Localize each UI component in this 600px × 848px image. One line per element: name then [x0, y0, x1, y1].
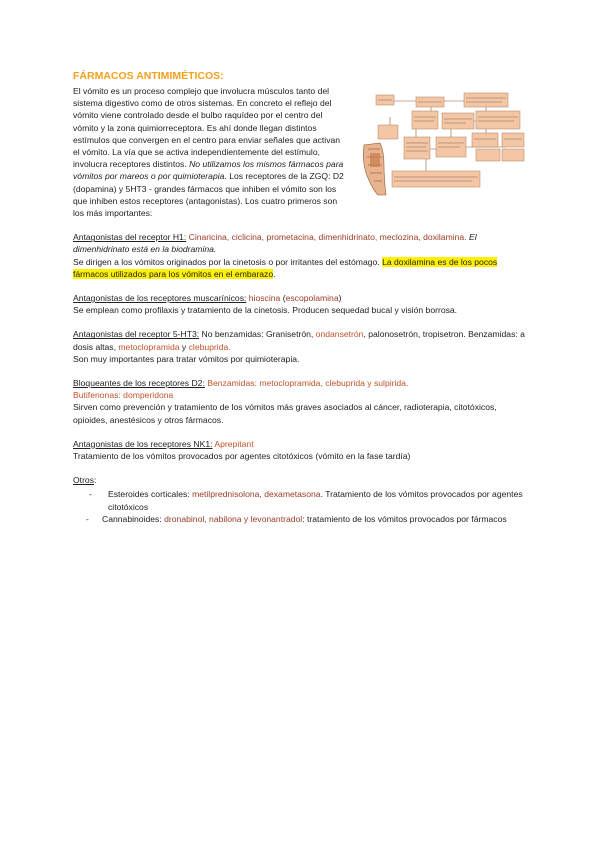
section-otros-heading — [73, 474, 528, 486]
list-dash: - — [86, 513, 89, 524]
section-otros-title: Otros — [73, 475, 95, 486]
document-page — [73, 70, 528, 525]
section-muscarinic-paren-close: ) — [338, 293, 342, 304]
section-h1-body-end: . — [273, 268, 276, 279]
section-h1-highlight: La doxilamina es de los pocos fármacos utilizados para los vómitos en el embarazo — [73, 256, 498, 279]
section-muscarinic-drug2: escopolamina — [285, 293, 339, 304]
section-muscarinic-paren-open: ( — [280, 293, 286, 304]
section-5ht3-text-a: No benzamidas: Granisetrón, — [199, 329, 316, 340]
list-item-label: Cannabinoides: — [102, 513, 165, 524]
section-nk1 — [73, 438, 528, 462]
section-h1-body — [73, 256, 528, 280]
section-muscarinic-heading — [73, 292, 528, 304]
section-5ht3-body: Son muy importantes para tratar vómitos por quimioterapia. — [73, 353, 300, 364]
section-d2-body: Sirven como prevención y tratamiento de los vómitos más graves asociados al cáncer, radioterapia, citotóxicos, opioides, anestésicos y otros fármacos. — [73, 402, 497, 425]
section-5ht3-drug-c: clebuprida. — [188, 341, 231, 352]
list-dash: - — [89, 489, 92, 500]
section-muscarinic-body: Se emplean como profilaxis y tratamiento de la cinetosis. Producen sequedad bucal y visión borrosa. — [73, 305, 458, 316]
intro-text-italic: No utilizamos los mismos fármacos para vómitos por mareos o por quimioterapia — [73, 159, 344, 182]
intro-text-c: . Los receptores de la ZGQ: D2 (dopamina) y 5HT3 - grandes fármacos que inhiben el vómito son los que inhiben estos receptores (antagonistas). Los cuatro primeros son los más importantes: — [73, 171, 344, 219]
section-5ht3-title: Antagonistas del receptor 5-HT3: — [73, 329, 200, 340]
section-h1-body-text: Se dirigen a los vómitos originados por la cinetosis o por irritantes del estómago. — [73, 256, 383, 267]
list-item-rest: . Tratamiento de los vómitos provocados por agentes citotóxicos — [108, 489, 523, 512]
vomiting-pathway-diagram-icon — [356, 89, 528, 197]
section-d2 — [73, 377, 528, 426]
list-item-drugs: dronabinol, nabilona y levonantradol — [164, 513, 303, 524]
section-d2-heading — [73, 377, 528, 389]
intro-section — [73, 85, 528, 219]
section-h1-drugs: Cinaricina, ciclicina, prometacina, dimenhidrinato, meclozina, doxilamina. — [186, 232, 467, 243]
section-muscarinic-title: Antagonistas de los receptores muscarínicos: — [73, 293, 247, 304]
section-5ht3-drug-a: ondansetrón — [315, 329, 364, 340]
intro-text-a: El vómito es un proceso complejo que involucra músculos tanto del sistema digestivo como de otros sistemas. En concreto el reflejo del vómito viene controlado desde el bulbo raquídeo por el centro del vómito y la zona quimiorreceptora. Es ahí donde llegan distintos estímulos que convergen en el centro para enviar señales que activan el vómito. La vía que se activa independientemente del estímulo, involucra receptores distintos. — [73, 86, 341, 170]
list-item-label: Esteroides corticales: — [108, 489, 193, 500]
section-5ht3-drug-b: metoclopramida — [118, 341, 180, 352]
section-h1-note: El dimenhidrinato está en la biodramina. — [73, 232, 477, 255]
section-h1-heading — [73, 231, 528, 255]
section-nk1-title: Antagonistas de los receptores NK1: — [73, 438, 213, 449]
section-muscarinic — [73, 292, 528, 316]
section-5ht3-text-b: , palonosetrón, tropisetron. Benzamidas: a dosis altas, — [73, 329, 525, 352]
section-otros-colon: : — [94, 475, 97, 486]
section-otros — [73, 474, 528, 525]
section-h1-title: Antagonistas del receptor H1: — [73, 232, 187, 243]
list-item — [73, 513, 528, 525]
section-nk1-body: Tratamiento de los vómitos provocados por agentes citotóxicos (vómito en la fase tardía) — [73, 451, 411, 462]
list-item — [73, 488, 528, 512]
section-5ht3-heading — [73, 328, 528, 352]
section-nk1-heading — [73, 438, 528, 450]
section-d2-title: Bloqueantes de los receptores D2: — [73, 378, 205, 389]
section-d2-drugs: Benzamidas: metoclopramida, clebuprida y sulpirida. — [204, 378, 409, 389]
section-5ht3 — [73, 328, 528, 365]
section-5ht3-text-c: y — [179, 341, 189, 352]
section-nk1-drug: Aprepitant — [212, 438, 254, 449]
section-h1 — [73, 231, 528, 280]
pathway-figure-svg — [356, 89, 528, 197]
list-item-rest: : tratamiento de los vómitos provocados por fármacos — [302, 513, 507, 524]
document-title: FÁRMACOS ANTIMIMÉTICOS: — [73, 70, 224, 82]
list-item-drugs: metilprednisolona, dexametasona — [192, 489, 321, 500]
otros-list — [73, 488, 528, 525]
section-muscarinic-drug1: hioscina — [246, 293, 281, 304]
section-d2-line2: Butifenonas: domperidona — [73, 390, 174, 401]
